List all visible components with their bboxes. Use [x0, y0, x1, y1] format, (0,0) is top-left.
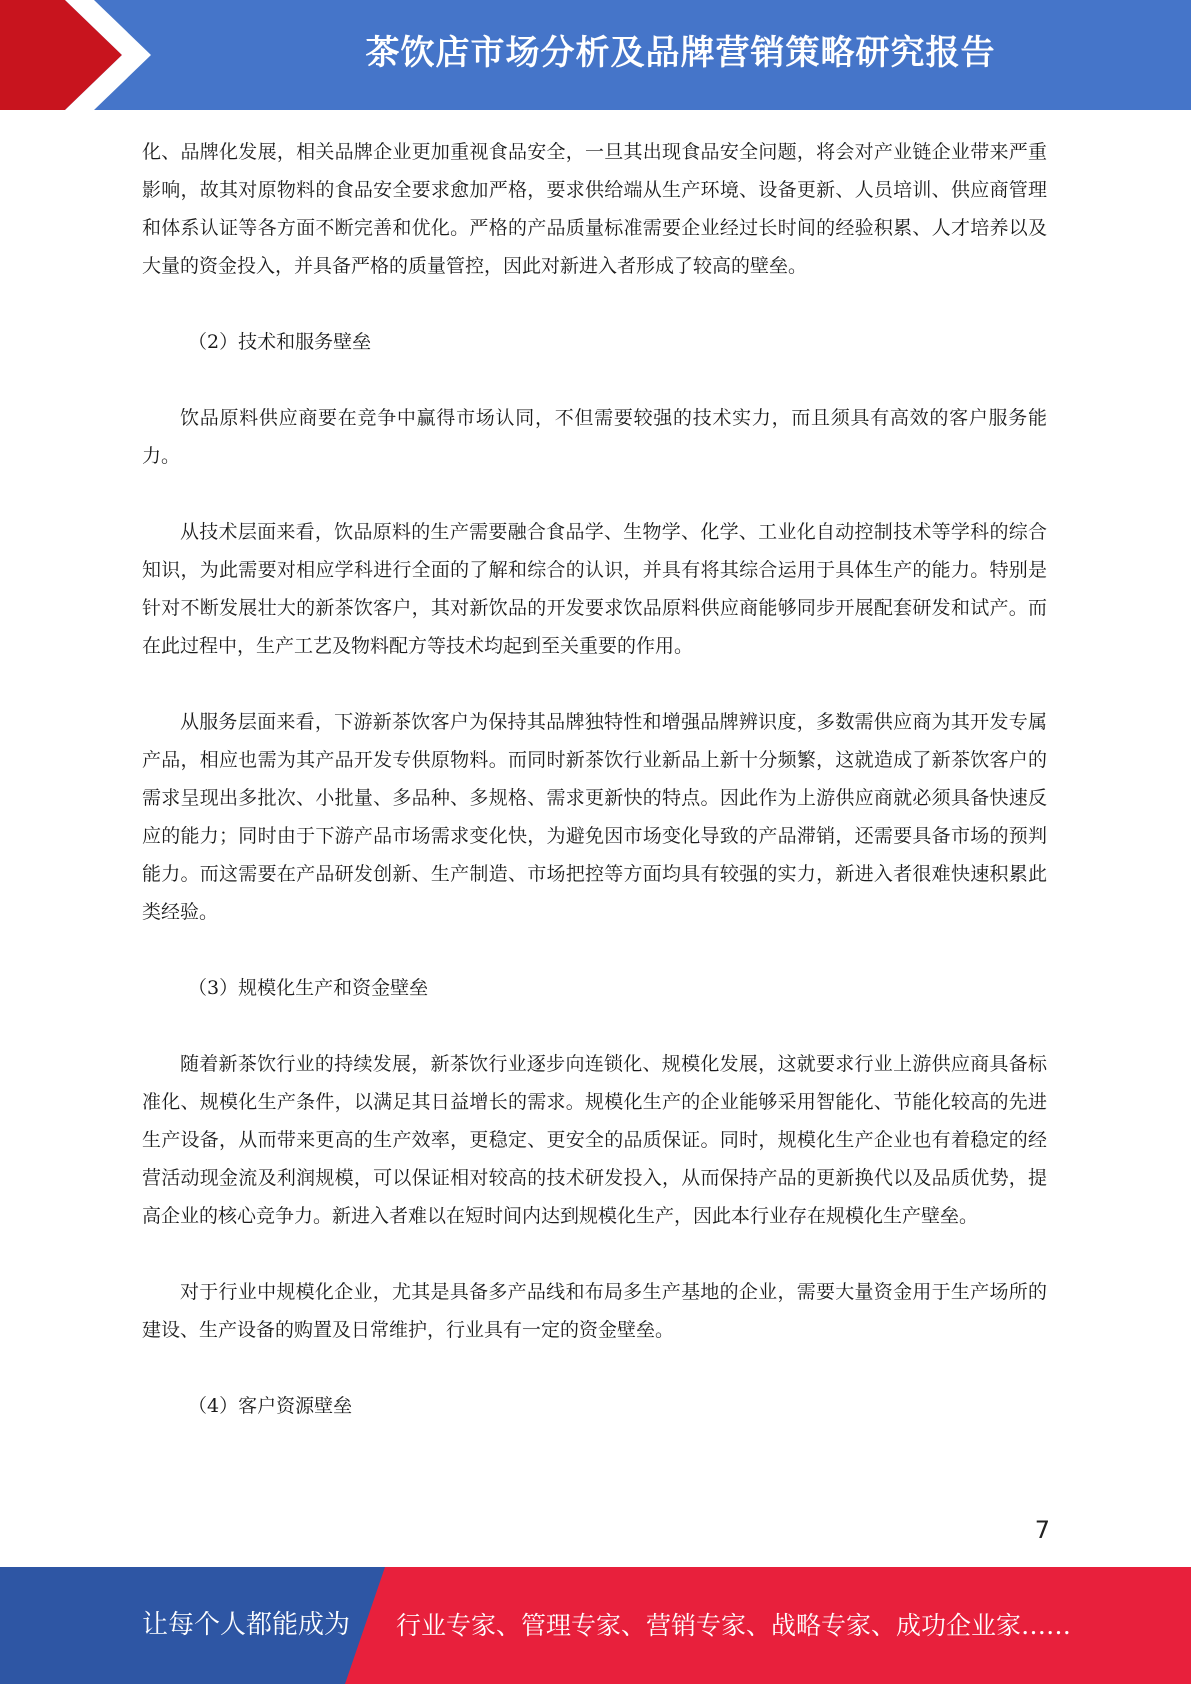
- paragraph: 对于行业中规模化企业，尤其是具备多产品线和布局多生产基地的企业，需要大量资金用于生产场所的建设、生产设备的购置及日常维护，行业具有一定的资金壁垒。: [142, 1281, 1047, 1341]
- document-body: [142, 133, 1047, 1463]
- footer-slogan-left: 让每个人都能成为: [142, 1610, 351, 1640]
- report-title: 茶饮店市场分析及品牌营销策略研究报告: [365, 33, 996, 73]
- section-heading: （4）客户资源壁垒: [188, 1395, 353, 1417]
- paragraph: 化、品牌化发展，相关品牌企业更加重视食品安全，一旦其出现食品安全问题，将会对产业链企业带来严重影响，故其对原物料的食品安全要求愈加严格，要求供给端从生产环境、设备更新、人员培训、供应商管理和体系认证等各方面不断完善和优化。严格的产品质量标准需要企业经过长时间的经验积累、人才培养以及大量的资金投入，并具备严格的质量管控，因此对新进入者形成了较高的壁垒。: [142, 141, 1047, 277]
- footer-band: [0, 1567, 1191, 1684]
- paragraph: 从服务层面来看，下游新茶饮客户为保持其品牌独特性和增强品牌辨识度，多数需供应商为其开发专属产品，相应也需为其产品开发专供原物料。而同时新茶饮行业新品上新十分频繁，这就造成了新茶饮客户的需求呈现出多批次、小批量、多品种、多规格、需求更新快的特点。因此作为上游供应商就必须具备快速反应的能力；同时由于下游产品市场需求变化快，为避免因市场变化导致的产品滞销，还需要具备市场的预判能力。而这需要在产品研发创新、生产制造、市场把控等方面均具有较强的实力，新进入者很难快速积累此类经验。: [142, 711, 1047, 923]
- paragraph: 从技术层面来看，饮品原料的生产需要融合食品学、生物学、化学、工业化自动控制技术等学科的综合知识，为此需要对相应学科进行全面的了解和综合的认识，并具有将其综合运用于具体生产的能力。特别是针对不断发展壮大的新茶饮客户，其对新饮品的开发要求饮品原料供应商能够同步开展配套研发和试产。而在此过程中，生产工艺及物料配方等技术均起到至关重要的作用。: [142, 521, 1047, 657]
- page-number: 7: [1034, 1516, 1050, 1544]
- footer-slogan-right: 行业专家、管理专家、营销专家、战略专家、成功企业家……: [396, 1611, 1072, 1640]
- section-heading: （3）规模化生产和资金壁垒: [188, 977, 429, 999]
- paragraph: 饮品原料供应商要在竞争中赢得市场认同，不但需要较强的技术实力，而且须具有高效的客户服务能力。: [142, 407, 1047, 467]
- header-band: [0, 0, 1191, 110]
- section-heading: （2）技术和服务壁垒: [188, 331, 372, 353]
- paragraph: 随着新茶饮行业的持续发展，新茶饮行业逐步向连锁化、规模化发展，这就要求行业上游供应商具备标准化、规模化生产条件，以满足其日益增长的需求。规模化生产的企业能够采用智能化、节能化较高的先进生产设备，从而带来更高的生产效率，更稳定、更安全的品质保证。同时，规模化生产企业也有着稳定的经营活动现金流及利润规模，可以保证相对较高的技术研发投入，从而保持产品的更新换代以及品质优势，提高企业的核心竞争力。新进入者难以在短时间内达到规模化生产，因此本行业存在规模化生产壁垒。: [142, 1053, 1047, 1227]
